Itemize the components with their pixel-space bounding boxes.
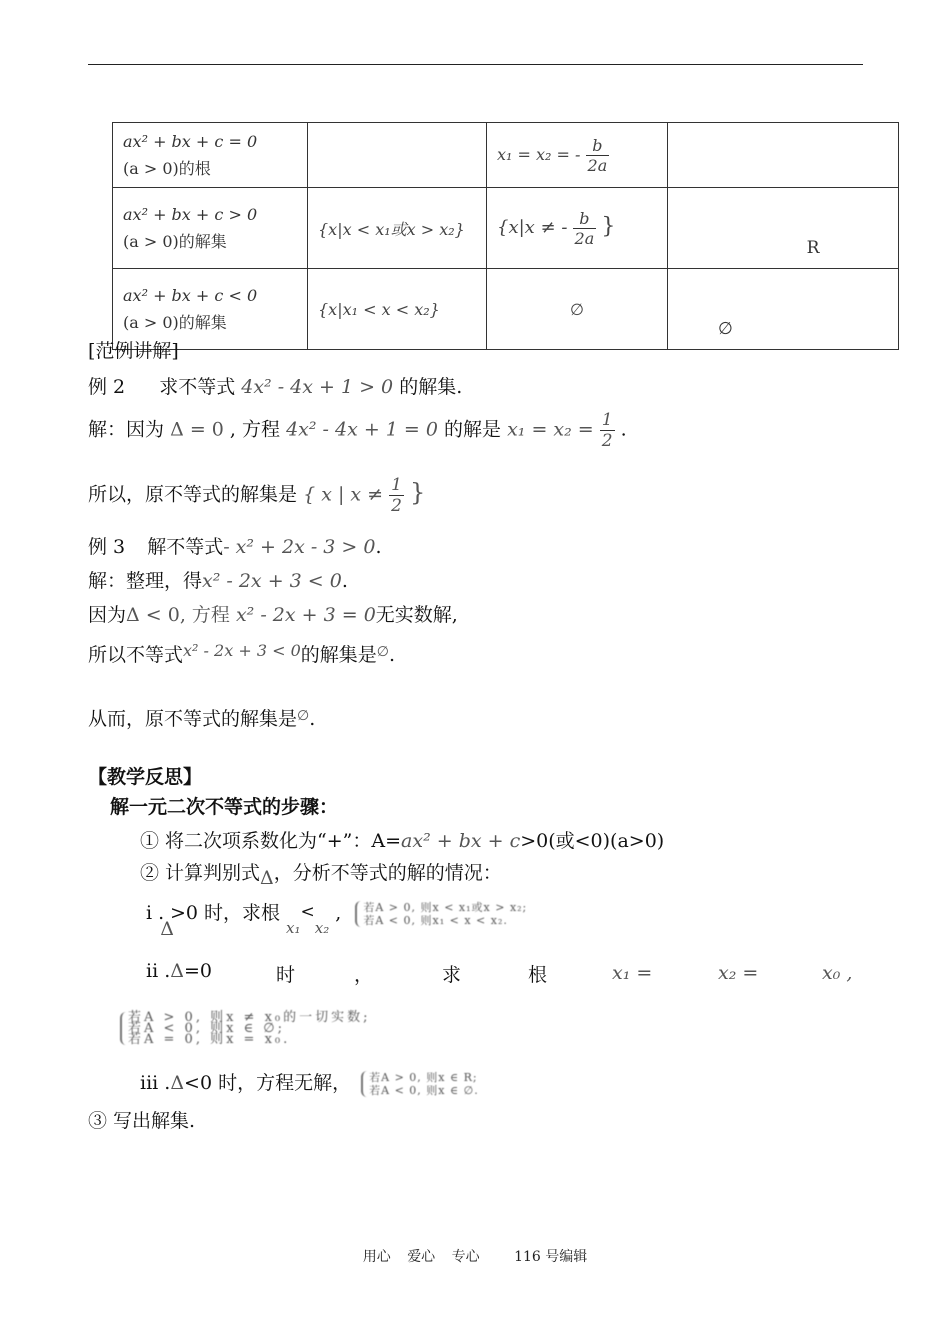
fraction-b-over-2a: [573, 209, 597, 248]
fraction-denominator: 2a: [574, 228, 595, 248]
fraction-denominator: 2: [391, 496, 402, 516]
case-2: [146, 960, 862, 986]
reflection-subheading: 解一元二次不等式的步骤：: [110, 796, 339, 818]
condition-label: (a > 0)的解集: [123, 232, 227, 251]
case-label: iii .: [140, 1072, 171, 1094]
comma: ,: [335, 902, 342, 924]
example-2-solution: [88, 410, 627, 451]
page-footer: [0, 1246, 950, 1266]
example-3-problem: [88, 532, 382, 559]
inequality-expr: 4x² - 4x + 1 > 0: [241, 376, 394, 398]
delta-symbol: Δ: [170, 1072, 185, 1094]
period: .: [341, 570, 348, 592]
period: .: [375, 536, 382, 558]
solution-text: 解：因为: [88, 418, 165, 441]
cell-delta-negative: [668, 123, 899, 188]
case-2-system-brace: [120, 1012, 371, 1045]
footer-text: 用心: [362, 1249, 391, 1265]
root-x1: x₁: [286, 919, 301, 937]
table-row: [113, 123, 899, 188]
fraction-numerator: 1: [391, 475, 402, 495]
inequality-expr: - x² + 2x - 3 > 0: [223, 536, 376, 558]
example-2-problem: [88, 372, 462, 399]
period: .: [309, 708, 316, 730]
table-row: [113, 188, 899, 269]
solution-text: 所以不等式: [88, 644, 184, 666]
cell-delta-zero: [487, 188, 668, 269]
roots-equal-lhs: x₁ = x₂ = -: [497, 144, 581, 164]
system-line: 若A > 0, 则x ∈ R;: [369, 1071, 478, 1084]
comma: ，: [354, 964, 374, 986]
solution-table: [112, 122, 899, 350]
period: .: [388, 644, 396, 666]
system-line: 若A > 0, 则x < x₁或x > x₂;: [363, 901, 528, 914]
case-1: [146, 898, 528, 940]
delta-symbol: Δ: [160, 918, 174, 940]
fraction-b-over-2a: [586, 136, 610, 175]
case-text: <0 时，方程无解，: [184, 1072, 352, 1094]
inequality-expr: x² - 2x + 3 < 0: [202, 570, 342, 592]
footer-text: 专心: [451, 1249, 480, 1265]
case-1-system: [355, 901, 527, 927]
cell-delta-negative: R: [668, 188, 899, 269]
fraction-numerator: 1: [601, 410, 613, 430]
footer-text: 116 号编辑: [514, 1249, 588, 1265]
cell-delta-zero: ∅: [487, 269, 668, 350]
case-text: 时: [276, 964, 296, 986]
solution-text: 解：整理，得: [88, 570, 203, 592]
solution-text: 的解是: [444, 418, 502, 441]
problem-text: 解不等式: [147, 536, 224, 558]
case-label: i .: [146, 902, 165, 924]
inequality-expr: x² - 2x + 3 < 0: [183, 641, 301, 660]
fraction-denominator: 2a: [587, 155, 608, 175]
root-x2: x₂: [314, 919, 330, 937]
fraction-one-half: [389, 475, 404, 516]
discriminant-expr: Δ < 0: [126, 604, 180, 626]
example-label: 例 3: [88, 536, 126, 558]
case-text: 根: [528, 964, 548, 986]
equation-expr: x² - 2x + 3 = 0: [235, 604, 376, 626]
root-x2: x₂ =: [718, 962, 759, 984]
equation-label: ax² + bx + c = 0: [123, 132, 258, 151]
footer-text: 爱心: [407, 1249, 436, 1265]
delta-symbol: Δ: [170, 960, 184, 982]
inequality-label: ax² + bx + c > 0: [123, 205, 258, 224]
reflection-step-1: [140, 826, 664, 853]
case-label: ii .: [146, 960, 171, 982]
example-2-conclusion: [88, 475, 425, 516]
solution-text: 因为: [88, 604, 127, 626]
cell-delta-zero: [487, 123, 668, 188]
empty-set-symbol: ∅: [376, 644, 389, 660]
set-close: }: [409, 478, 426, 507]
reflection-step-3: ③ 写出解集.: [88, 1110, 196, 1132]
case-text: 求: [442, 964, 462, 986]
empty-set-symbol: ∅: [297, 708, 310, 724]
case-text: =0: [183, 960, 212, 982]
solution-text: , 方程: [229, 418, 281, 441]
equation-expr: 4x² - 4x + 1 = 0: [286, 418, 438, 441]
condition-label: (a > 0)的解集: [123, 313, 227, 332]
delta-symbol: Δ: [260, 867, 274, 889]
cell-delta-positive: {x|x < x₁或x > x₂}: [308, 188, 487, 269]
cell-delta-negative: ∅: [668, 269, 899, 350]
case-text: >0 时，求根: [169, 902, 280, 924]
fraction-denominator: 2: [601, 431, 613, 451]
case-3: [140, 1068, 479, 1097]
header-rule: [88, 64, 863, 65]
quadratic-expr: ax² + bx + c: [401, 830, 521, 852]
roots-expr: x₁ = x₂ =: [507, 418, 594, 441]
system-line: 若A < 0, 则x ∈ ∅.: [369, 1084, 479, 1097]
set-open: { x | x ≠: [303, 483, 384, 506]
row-label: [113, 188, 308, 269]
conclusion-text: 所以，原不等式的解集是: [88, 483, 298, 506]
solution-text: 无实数解,: [375, 604, 458, 626]
solution-text: , 方程: [179, 604, 230, 626]
condition-label: (a > 0)的根: [123, 159, 211, 178]
system-line: 若A < 0, 则x ∈ ∅;: [128, 1021, 286, 1036]
step-text: ① 将二次项系数化为“+”：A=: [140, 830, 402, 852]
fraction-numerator: b: [592, 135, 603, 155]
section-heading-examples: [范例讲解]: [88, 340, 179, 362]
set-open: {x|x ≠ -: [497, 216, 568, 238]
cell-delta-positive: [308, 123, 487, 188]
problem-text: 求不等式: [159, 376, 236, 398]
period: .: [620, 418, 627, 441]
reflection-step-2: [140, 858, 502, 889]
inequality-label: ax² + bx + c < 0: [123, 286, 258, 305]
step-text: ② 计算判别式: [140, 862, 261, 884]
less-than-symbol: <: [300, 902, 315, 922]
case-2-system: [120, 1012, 371, 1045]
example-3-step-2: [88, 600, 458, 627]
example-3-conclusion: [88, 704, 315, 731]
root-x1: x₁ =: [612, 962, 653, 984]
example-label: 例 2: [88, 376, 126, 398]
table-row: [113, 269, 899, 350]
example-3-step-3: [88, 640, 395, 667]
row-label: [113, 123, 308, 188]
reflection-heading: 【教学反思】: [88, 766, 203, 788]
step-text: ，分析不等式的解的情况：: [273, 862, 502, 884]
fraction-one-half: [600, 410, 615, 451]
set-close: }: [601, 213, 616, 239]
system-line: 若A < 0, 则x₁ < x < x₂.: [363, 914, 508, 927]
system-line: 若A > 0, 则x ≠ x₀的一切实数;: [128, 1010, 371, 1025]
solution-text: 的解集是: [300, 644, 377, 666]
system-line: 若A = 0, 则x = x₀.: [128, 1032, 291, 1047]
step-text: >0(或<0)(a>0): [520, 830, 665, 852]
example-3-step-1: [88, 566, 348, 593]
case-3-system: [361, 1071, 479, 1097]
fraction-numerator: b: [579, 208, 590, 228]
cell-delta-positive: {x|x₁ < x < x₂}: [308, 269, 487, 350]
root-x0: x₀ ,: [822, 962, 853, 984]
conclusion-text: 从而，原不等式的解集是: [88, 708, 298, 730]
problem-text-end: 的解集.: [399, 376, 463, 398]
discriminant-expr: Δ = 0: [170, 418, 224, 441]
